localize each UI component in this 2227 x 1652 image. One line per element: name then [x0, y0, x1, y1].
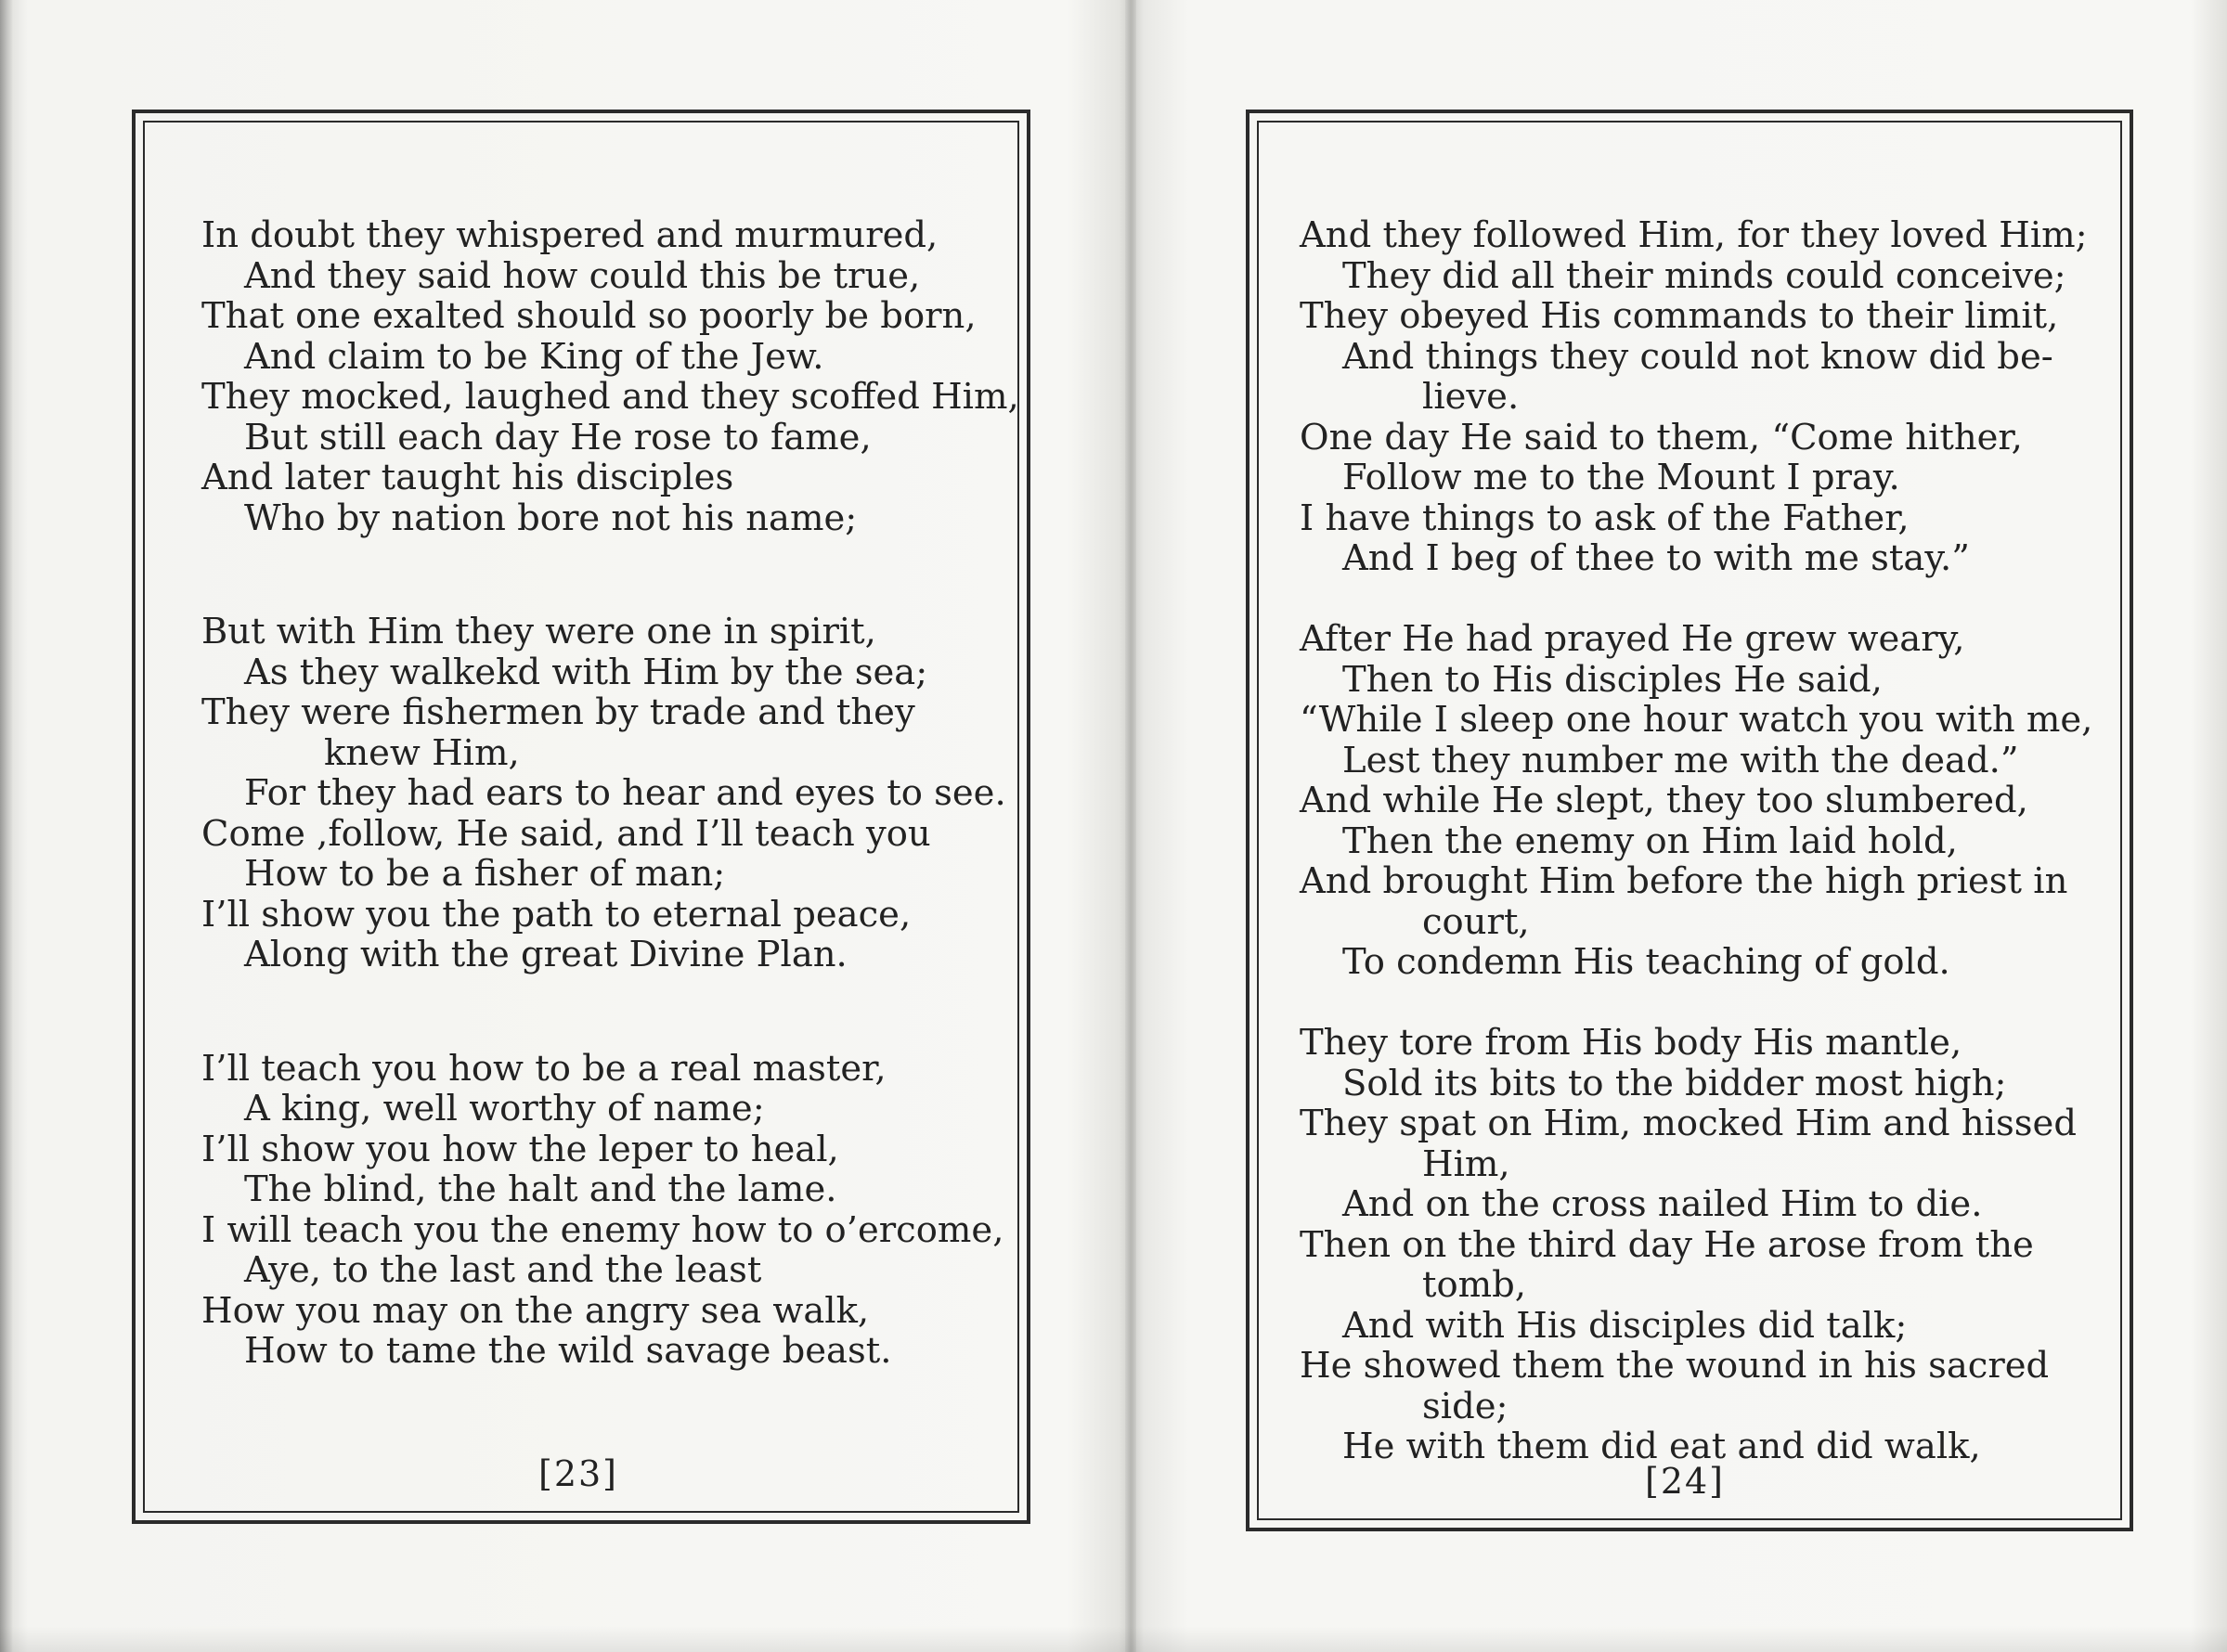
poem-line: For they had ears to hear and eyes to see. — [244, 772, 1006, 814]
poem-line: But with Him they were one in spirit, — [201, 611, 876, 652]
poem-line: Then to His disciples He said, — [1342, 658, 1883, 701]
stanza-break — [201, 975, 1019, 1049]
poem-line: I’ll teach you how to be a real master, — [201, 1047, 887, 1090]
poem-line: One day He said to them, “Come hither, — [1300, 416, 2023, 458]
poem-line: I will teach you the enemy how to o’ercome, — [201, 1208, 1004, 1251]
poem-line: And I beg of thee to with me stay.” — [1342, 537, 1970, 579]
book-edge — [0, 0, 13, 1652]
poem-line: I’ll show you how the leper to heal, — [201, 1128, 839, 1170]
poem-line: And while He slept, they too slumbered, — [1300, 780, 2028, 821]
poem-line: But still each day He rose to fame, — [244, 416, 872, 458]
page-bottom-shadow — [0, 1626, 2227, 1652]
poem-line: He with them did eat and did walk, — [1342, 1426, 1981, 1467]
poem-line: Lest they number me with the dead.” — [1342, 739, 2019, 781]
poem-line: They were fishermen by trade and they — [201, 691, 915, 733]
poem-line: side; — [1422, 1385, 1508, 1427]
poem-line: How to be a fisher of man; — [244, 853, 726, 895]
poem-line: To condemn His teaching of gold. — [1342, 941, 1950, 983]
poem-line: How to tame the wild savage beast. — [244, 1330, 892, 1372]
poem-line: Him, — [1422, 1142, 1510, 1185]
poem-line: “While I sleep one hour watch you with me, — [1300, 699, 2093, 741]
poem-line: And they followed Him, for they loved Him; — [1300, 214, 2088, 256]
poem-line: A king, well worthy of name; — [244, 1088, 765, 1129]
poem-line: They did all their minds could conceive; — [1342, 254, 2066, 297]
poem-line: They mocked, laughed and they scoffed Him, — [201, 376, 1019, 418]
poem-line: And on the cross nailed Him to die. — [1342, 1183, 1983, 1225]
poem-line: And claim to be King of the Jew. — [244, 335, 824, 378]
poem-line: After He had prayed He grew weary, — [1300, 618, 1965, 660]
poem-line: And things they could not know did be- — [1342, 335, 2053, 378]
right-page-number: [24] — [1645, 1461, 1726, 1502]
poem-line: Aye, to the last and the least — [244, 1249, 762, 1291]
poem-line: As they walkekd with Him by the sea; — [244, 651, 928, 693]
poem-line: I have things to ask of the Father, — [1300, 497, 1910, 539]
poem-line: knew Him, — [324, 731, 520, 774]
poem-line: Come ,follow, He said, and I’ll teach you — [201, 812, 931, 855]
poem-line: That one exalted should so poorly be born, — [201, 295, 977, 337]
poem-line: The blind, the halt and the lame. — [244, 1168, 837, 1210]
poem-line: In doubt they whispered and murmured, — [201, 214, 939, 256]
left-page-number: [23] — [538, 1453, 619, 1494]
poem-line: Then on the third day He arose from the — [1300, 1223, 2034, 1266]
poem-line: Then the enemy on Him laid hold, — [1342, 820, 1958, 862]
stanza-break — [1300, 579, 2092, 620]
poem-line: Along with the great Divine Plan. — [244, 934, 848, 975]
poem-line: lieve. — [1422, 376, 1520, 418]
poem-line: Who by nation bore not his name; — [244, 497, 858, 539]
left-page-poem — [201, 215, 1019, 1372]
poem-line: And with His disciples did talk; — [1342, 1304, 1908, 1347]
poem-line: He showed them the wound in his sacred — [1300, 1345, 2050, 1387]
poem-line: And brought Him before the high priest in — [1300, 860, 2068, 902]
poem-line: And they said how could this be true, — [244, 254, 921, 297]
poem-line: court, — [1422, 900, 1530, 943]
stanza-break — [201, 538, 1019, 612]
poem-line: I’ll show you the path to eternal peace, — [201, 893, 912, 936]
poem-line: Sold its bits to the bidder most high; — [1342, 1062, 2007, 1104]
book-gutter — [1125, 0, 1136, 1652]
poem-line: tomb, — [1422, 1264, 1527, 1306]
poem-line: How you may on the angry sea walk, — [201, 1289, 870, 1332]
poem-line: They tore from His body His mantle, — [1300, 1022, 1962, 1064]
poem-line: And later taught his disciples — [201, 457, 734, 498]
poem-line: They obeyed His commands to their limit, — [1300, 295, 2059, 337]
poem-line: They spat on Him, mocked Him and hissed — [1300, 1103, 2077, 1144]
poem-line: Follow me to the Mount I pray. — [1342, 457, 1900, 498]
right-page-poem — [1300, 215, 2092, 1467]
stanza-break — [1300, 983, 2092, 1024]
